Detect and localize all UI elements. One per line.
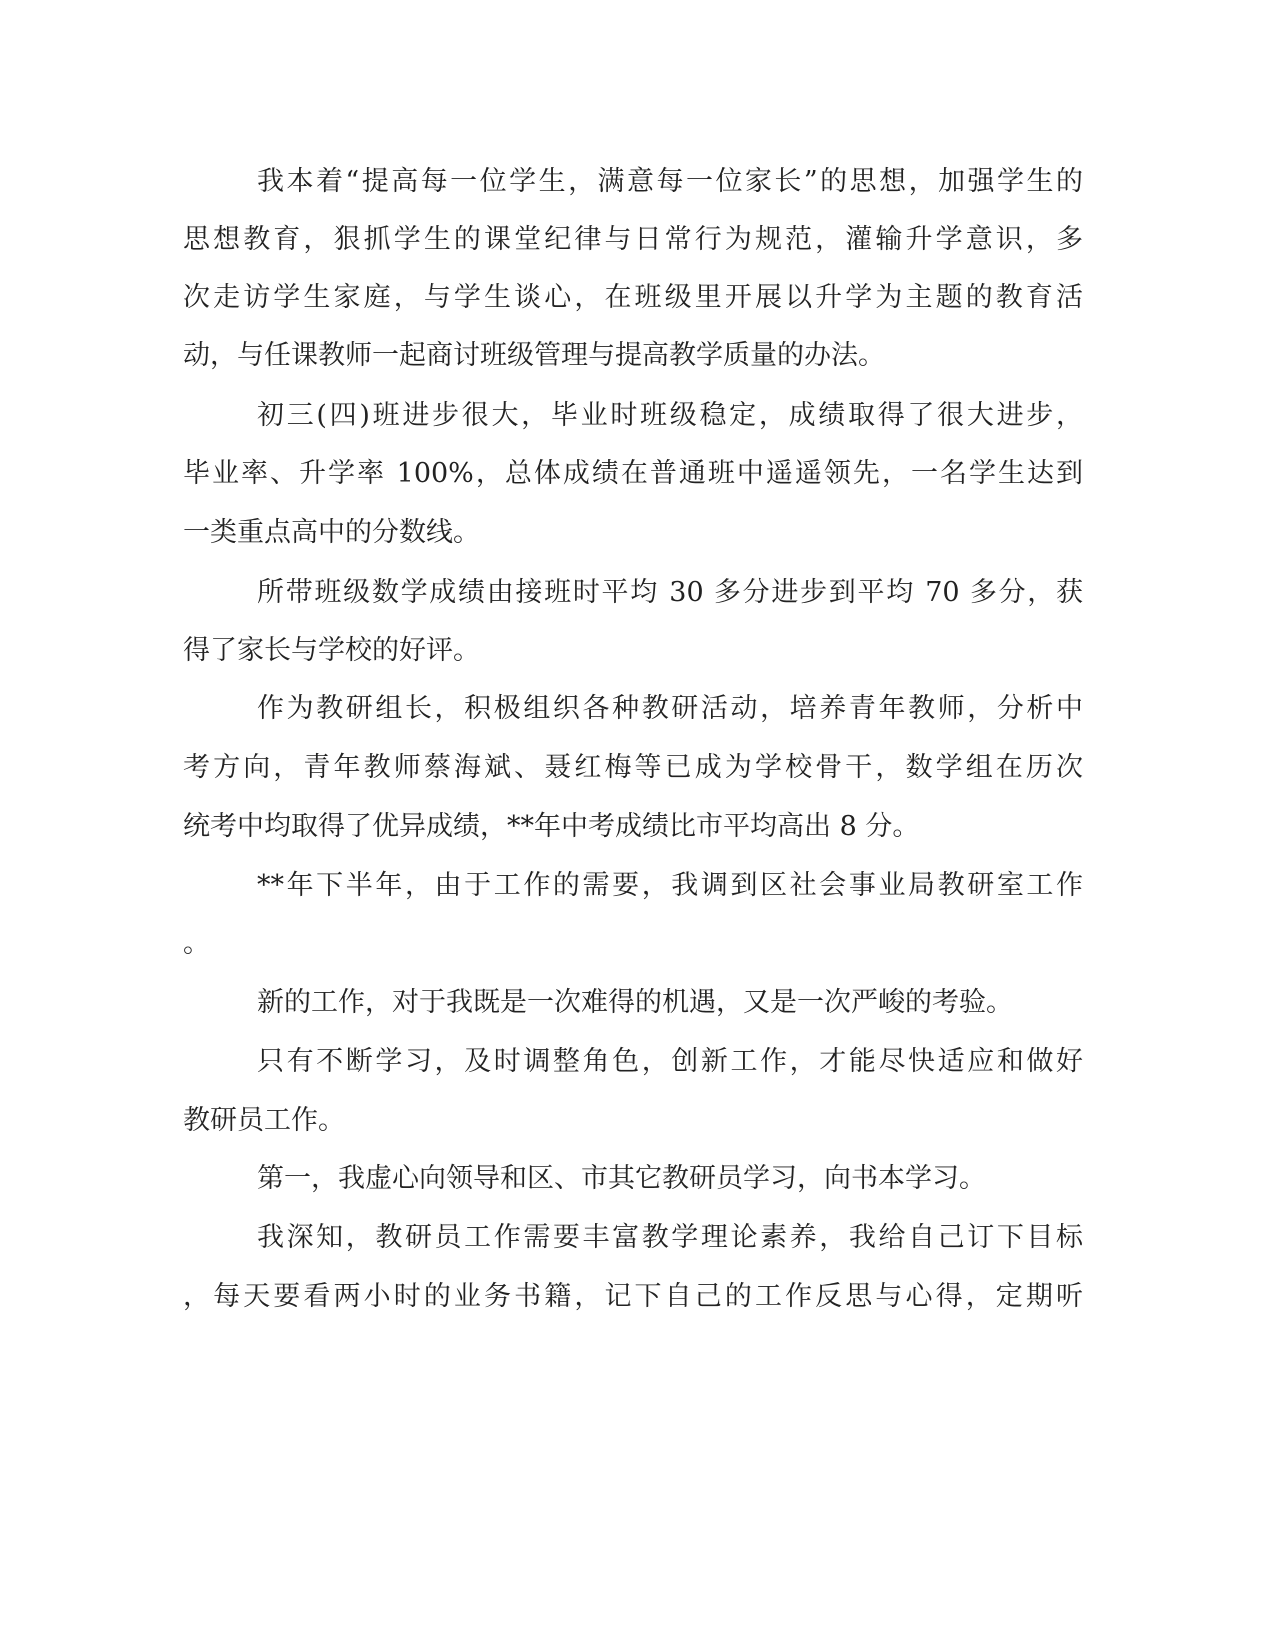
paragraph-9-line-2: ，每天要看两小时的业务书籍，记下自己的工作反思与心得，定期听 [183,1281,1083,1312]
paragraph-4-line-2: 考方向，青年教师蔡海斌、聂红梅等已成为学校骨干，数学组在历次 [183,752,1083,783]
paragraph-3-line-1: 所带班级数学成绩由接班时平均 30 多分进步到平均 70 多分，获 [257,577,1083,608]
paragraph-9-line-1: 我深知，教研员工作需要丰富教学理论素养，我给自己订下目标 [257,1222,1083,1253]
paragraph-7-line-1: 只有不断学习，及时调整角色，创新工作，才能尽快适应和做好 [257,1046,1083,1077]
paragraph-5-line-1: **年下半年，由于工作的需要，我调到区社会事业局教研室工作 [257,870,1083,901]
paragraph-1-line-1: 我本着“提高每一位学生，满意每一位家长”的思想，加强学生的 [257,166,1083,197]
paragraph-8-line-1: 第一，我虚心向领导和区、市其它教研员学习，向书本学习。 [257,1163,986,1194]
paragraph-4-line-1: 作为教研组长，积极组织各种教研活动，培养青年教师，分析中 [257,693,1083,724]
paragraph-1-line-2: 思想教育，狠抓学生的课堂纪律与日常行为规范，灌输升学意识，多 [183,224,1083,255]
paragraph-2-line-2: 毕业率、升学率 100%，总体成绩在普通班中遥遥领先，一名学生达到 [183,458,1083,489]
paragraph-3-line-2: 得了家长与学校的好评。 [183,635,480,666]
paragraph-1-line-3: 次走访学生家庭，与学生谈心，在班级里开展以升学为主题的教育活 [183,282,1083,313]
paragraph-4-line-3: 统考中均取得了优异成绩，**年中考成绩比市平均高出 8 分。 [183,811,920,842]
paragraph-7-line-2: 教研员工作。 [183,1105,345,1136]
paragraph-6-line-1: 新的工作，对于我既是一次难得的机遇，又是一次严峻的考验。 [257,987,1013,1018]
paragraph-5-line-2: 。 [183,928,210,959]
paragraph-2-line-1: 初三(四)班进步很大，毕业时班级稳定，成绩取得了很大进步， [257,400,1083,431]
paragraph-2-line-3: 一类重点高中的分数线。 [183,517,480,548]
paragraph-1-line-4: 动，与任课教师一起商讨班级管理与提高教学质量的办法。 [183,340,885,371]
